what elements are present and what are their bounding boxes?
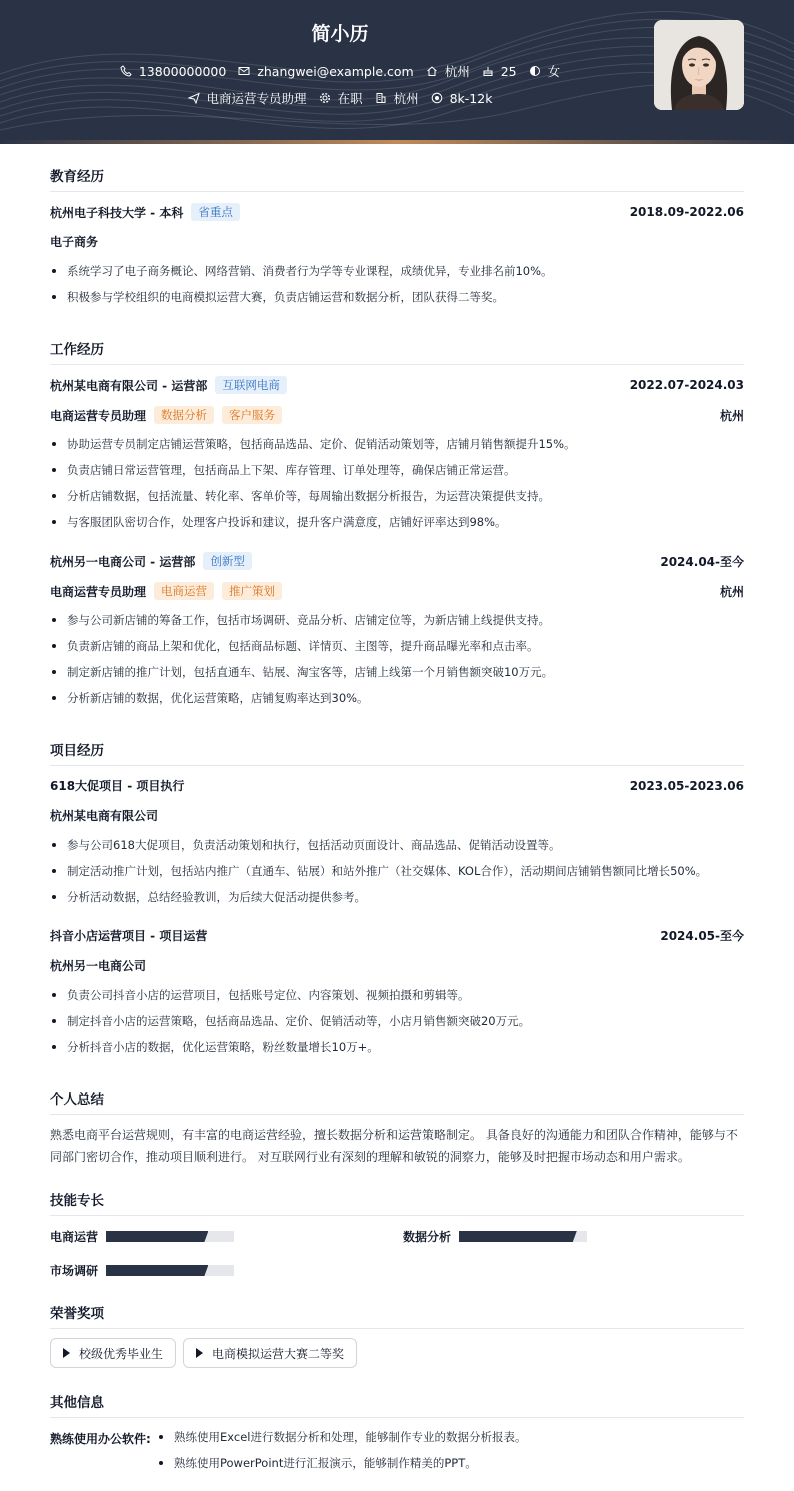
age-item [482,64,517,79]
job-1-bullets [50,436,744,540]
play-triangle-icon [63,1348,70,1358]
coin-icon [431,92,443,104]
summary-text: 熟悉电商平台运营规则，有丰富的电商运营经验，擅长数据分析和运营策略制定。 具备良好的沟通能力和团队合作精神，能够与不同部门密切合作，推动项目顺利进行。 对互联网行业有深刻的理解和敏锐的洞察力，能够及时把握市场动态和用户需求。 [50,1128,738,1164]
header-accent-bar [0,140,794,144]
mail-icon [238,65,250,77]
major-name: 电子商务 [50,235,99,249]
age-text: 25 [500,63,517,79]
location-item [426,62,470,80]
job-company-tag: 互联网电商 [215,376,287,394]
project-company: 杭州另一电商公司 [50,959,147,973]
education-date: 2018.09-2022.06 [629,205,744,219]
job-role: 电商运营专员助理 [50,408,147,423]
skill-bar-fill [106,1231,208,1242]
project-1-bullets [50,837,744,915]
list-item: 系统学习了电子商务概论、网络营销、消费者行为学等专业课程，成绩优异，专业排名前10%。 [50,263,744,289]
list-item: 协助运营专员制定店铺运营策略，包括商品选品、定价、促销活动策划等，店铺月销售额提升15%。 [50,436,744,462]
project-date: 2023.05-2023.06 [629,778,744,793]
target-city-text: 杭州 [393,91,419,106]
school-name: 杭州电子科技大学 - 本科 [50,205,184,220]
contact-row [0,62,680,80]
summary-section-title: 个人总结 [50,1088,744,1115]
list-item: 与客服团队密切合作，处理客户投诉和建议，提升客户满意度，店铺好评率达到98%。 [50,514,744,540]
list-item: 参与公司618大促项目，负责活动策划和执行，包括活动页面设计、商品选品、促销活动设置等。 [50,837,744,863]
skill-item [50,1228,234,1245]
project-name: 抖音小店运营项目 - 项目运营 [50,929,208,943]
project-date: 2024.05-至今 [660,929,744,943]
project-2-company [50,957,744,974]
gear-icon [319,92,331,104]
job-date: 2024.04-至今 [660,554,744,569]
location-text: 杭州 [444,64,470,79]
skill-bar [106,1265,234,1276]
skill-item [50,1262,234,1279]
job-date: 2022.07-2024.03 [629,378,744,392]
skill-bar-fill [106,1265,208,1276]
other-bullets [157,1429,526,1481]
project-1-company [50,807,744,824]
job-2-bullets [50,612,744,716]
job-company: 杭州另一电商公司 - 运营部 [50,554,196,569]
major-line [50,233,744,250]
work-section-title: 工作经历 [50,338,744,365]
job-city: 杭州 [719,584,744,599]
resume-header [0,0,794,140]
skill-item [403,1228,587,1245]
portrait-image [654,20,744,110]
salary-item [431,91,493,106]
gender-icon [529,65,541,77]
list-item: 熟练使用PowerPoint进行汇报演示，能够制作精美的PPT。 [157,1455,526,1481]
job-1-header [50,376,744,394]
school-tag: 省重点 [191,203,240,221]
award-badge [183,1338,357,1368]
list-item: 制定抖音小店的运营策略，包括商品选品、定价、促销活动等，小店月销售额突破20万元。 [50,1013,744,1039]
other-section-title: 其他信息 [50,1391,744,1418]
list-item: 制定新店铺的推广计划，包括直通车、钻展、淘宝客等，店铺上线第一个月销售额突破10万元。 [50,664,744,690]
list-item: 负责新店铺的商品上架和优化，包括商品标题、详情页、主图等，提升商品曝光率和点击率。 [50,638,744,664]
list-item: 参与公司新店铺的筹备工作，包括市场调研、竞品分析、店铺定位等，为新店铺上线提供支持。 [50,612,744,638]
list-item: 负责店铺日常运营管理，包括商品上下架、库存管理、订单处理等，确保店铺正常运营。 [50,462,744,488]
home-icon [426,65,438,77]
skill-name: 电商运营 [50,1230,99,1244]
target-city-item [375,89,419,107]
awards-section-title: 荣誉奖项 [50,1302,744,1329]
job-skill-tag: 客户服务 [222,406,282,424]
gender-text: 女 [547,64,561,79]
skills-section-title: 技能专长 [50,1189,744,1216]
list-item: 积极参与学校组织的电商模拟运营大赛，负责店铺运营和数据分析，团队获得二等奖。 [50,289,744,315]
skill-bar-fill [459,1231,577,1242]
phone-item [120,64,226,79]
education-header [50,203,744,221]
play-triangle-icon [196,1348,203,1358]
job-skill-tag: 推广策划 [222,582,282,600]
email-text: zhangwei@example.com [257,63,414,79]
project-1-header [50,777,744,794]
project-2-bullets [50,987,744,1065]
send-icon [188,92,200,104]
candidate-name: 简小历 [311,23,369,45]
job-company-tag: 创新型 [203,552,252,570]
project-name: 618大促项目 - 项目执行 [50,779,185,793]
award-badge [50,1338,176,1368]
list-item: 分析活动数据，总结经验教训，为后续大促活动提供参考。 [50,889,744,915]
project-company: 杭州某电商有限公司 [50,809,159,823]
job-city: 杭州 [719,408,744,423]
building-icon [375,92,387,104]
skill-bar [459,1231,587,1242]
gender-item [529,62,561,80]
projects-section-title: 项目经历 [50,739,744,766]
status-text: 在职 [337,91,363,106]
list-item: 制定活动推广计划，包括站内推广（直通车、钻展）和站外推广（社交媒体、KOL合作），活动期间店铺销售额同比增长50%。 [50,863,744,889]
list-item: 分析新店铺的数据，优化运营策略，店铺复购率达到30%。 [50,690,744,716]
award-label: 校级优秀毕业生 [79,1346,164,1361]
job-intent-row [0,89,680,107]
job-skill-tag: 数据分析 [154,406,214,424]
salary-text: 8k-12k [449,90,493,106]
education-bullets [50,263,744,315]
email-item [238,64,413,79]
status-item [319,89,363,107]
job-2-role [50,582,744,600]
list-item: 分析店铺数据，包括流量、转化率、客单价等，每周输出数据分析报告，为运营决策提供支持。 [50,488,744,514]
education-section-title: 教育经历 [50,165,744,192]
cake-icon [482,65,494,77]
award-label: 电商模拟运营大赛二等奖 [212,1346,345,1361]
list-item: 负责公司抖音小店的运营项目，包括账号定位、内容策划、视频拍摄和剪辑等。 [50,987,744,1013]
project-2-header [50,927,744,944]
job-1-role [50,406,744,424]
phone-text: 13800000000 [138,63,227,79]
target-job-text: 电商运营专员助理 [206,91,307,106]
phone-icon [120,65,132,77]
job-skill-tag: 电商运营 [154,582,214,600]
job-2-header [50,552,744,570]
list-item: 分析抖音小店的数据，优化运营策略，粉丝数量增长10万+。 [50,1039,744,1065]
other-label: 熟练使用办公软件: [50,1432,151,1446]
list-item: 熟练使用Excel进行数据分析和处理，能够制作专业的数据分析报表。 [157,1429,526,1455]
skill-name: 市场调研 [50,1264,99,1278]
skill-bar [106,1231,234,1242]
job-role: 电商运营专员助理 [50,584,147,599]
target-job-item [188,89,307,107]
job-company: 杭州某电商有限公司 - 运营部 [50,378,208,393]
skill-name: 数据分析 [403,1230,452,1244]
profile-photo [654,20,744,110]
